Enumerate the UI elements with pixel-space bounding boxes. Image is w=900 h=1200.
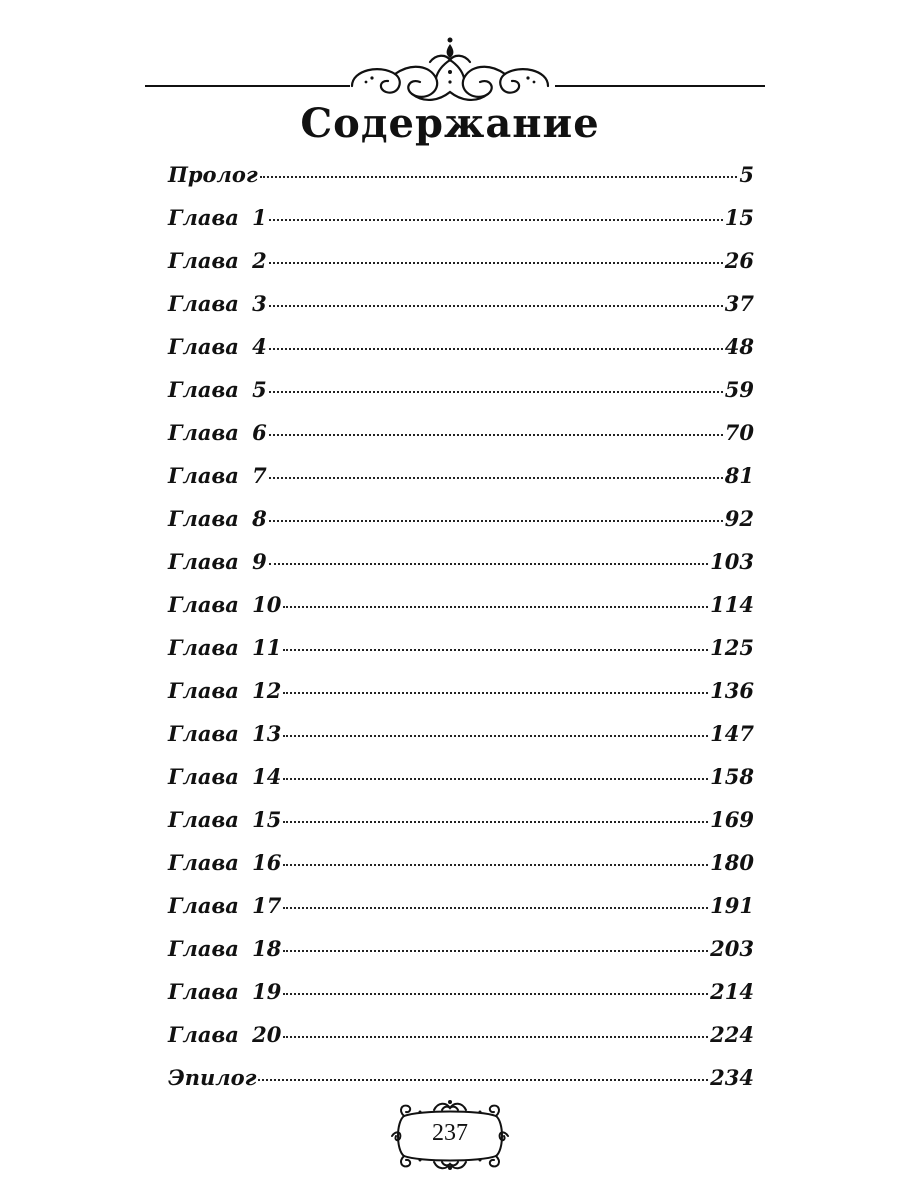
toc-entry[interactable] bbox=[168, 678, 754, 721]
toc-entry-page: 37 bbox=[724, 291, 754, 316]
toc-entry[interactable] bbox=[168, 549, 754, 592]
toc-leader-dots bbox=[269, 434, 723, 436]
toc-entry-label: Глава 11 bbox=[168, 635, 282, 660]
toc-entry-page: 136 bbox=[710, 678, 754, 703]
toc-entry[interactable] bbox=[168, 377, 754, 420]
toc-entry-label: Глава 10 bbox=[168, 592, 282, 617]
scroll-flourish-icon bbox=[0, 0, 900, 110]
toc-entry-page: 191 bbox=[710, 893, 754, 918]
toc-entry-label: Глава 4 bbox=[168, 334, 267, 359]
toc-entry-page: 114 bbox=[710, 592, 754, 617]
toc-entry-label: Глава 20 bbox=[168, 1022, 282, 1047]
toc-entry-page: 26 bbox=[724, 248, 754, 273]
page-title: Содержание bbox=[300, 100, 600, 147]
toc-entry[interactable] bbox=[168, 850, 754, 893]
toc-entry[interactable] bbox=[168, 420, 754, 463]
toc-entry-page: 70 bbox=[724, 420, 754, 445]
toc-leader-dots bbox=[283, 692, 708, 694]
toc-entry-page: 169 bbox=[710, 807, 754, 832]
toc-entry-page: 203 bbox=[710, 936, 754, 961]
toc-entry-page: 48 bbox=[724, 334, 754, 359]
toc-leader-dots bbox=[269, 348, 723, 350]
toc-entry-label: Глава 15 bbox=[168, 807, 282, 832]
toc-entry-label: Глава 9 bbox=[168, 549, 267, 574]
toc-leader-dots bbox=[283, 950, 708, 952]
toc-entry[interactable] bbox=[168, 205, 754, 248]
toc-entry[interactable] bbox=[168, 807, 754, 850]
toc-leader-dots bbox=[269, 563, 708, 565]
toc-entry[interactable] bbox=[168, 463, 754, 506]
toc-leader-dots bbox=[283, 778, 708, 780]
toc-entry[interactable] bbox=[168, 721, 754, 764]
toc-entry-label: Глава 19 bbox=[168, 979, 282, 1004]
toc-leader-dots bbox=[283, 907, 708, 909]
toc-entry-page: 92 bbox=[724, 506, 754, 531]
toc-entry[interactable] bbox=[168, 936, 754, 979]
toc-entry[interactable] bbox=[168, 162, 754, 205]
header-ornament bbox=[0, 0, 900, 160]
toc-entry-page: 5 bbox=[739, 162, 754, 187]
toc-entry-page: 81 bbox=[724, 463, 754, 488]
toc-entry-label: Эпилог bbox=[168, 1065, 257, 1090]
toc-entry-page: 147 bbox=[710, 721, 754, 746]
toc-leader-dots bbox=[283, 1036, 708, 1038]
toc-leader-dots bbox=[258, 1079, 708, 1081]
toc-leader-dots bbox=[269, 520, 723, 522]
toc-entry-label: Пролог bbox=[168, 162, 258, 187]
toc-entry[interactable] bbox=[168, 764, 754, 807]
toc-entry[interactable] bbox=[168, 635, 754, 678]
toc-leader-dots bbox=[269, 477, 723, 479]
toc-entry-page: 224 bbox=[710, 1022, 754, 1047]
toc-entry-label: Глава 8 bbox=[168, 506, 267, 531]
toc-entry-page: 125 bbox=[710, 635, 754, 660]
toc-entry[interactable] bbox=[168, 334, 754, 377]
toc-leader-dots bbox=[283, 735, 708, 737]
toc-entry-page: 103 bbox=[710, 549, 754, 574]
toc-entry[interactable] bbox=[168, 1022, 754, 1065]
toc-entry-page: 180 bbox=[710, 850, 754, 875]
toc-leader-dots bbox=[283, 606, 708, 608]
toc-entry-label: Глава 6 bbox=[168, 420, 267, 445]
toc-leader-dots bbox=[283, 864, 708, 866]
toc-entry-label: Глава 18 bbox=[168, 936, 282, 961]
toc-leader-dots bbox=[269, 305, 723, 307]
toc-entry-page: 59 bbox=[724, 377, 754, 402]
toc-leader-dots bbox=[260, 176, 738, 178]
toc-entry[interactable] bbox=[168, 248, 754, 291]
toc-entry[interactable] bbox=[168, 592, 754, 635]
toc-leader-dots bbox=[269, 219, 723, 221]
toc-entry-label: Глава 1 bbox=[168, 205, 267, 230]
toc-entry-label: Глава 14 bbox=[168, 764, 282, 789]
toc-entry[interactable] bbox=[168, 506, 754, 549]
toc-leader-dots bbox=[283, 649, 708, 651]
toc-entry[interactable] bbox=[168, 893, 754, 936]
table-of-contents bbox=[168, 162, 754, 1108]
page-number: 237 bbox=[432, 1120, 468, 1146]
toc-entry-label: Глава 17 bbox=[168, 893, 282, 918]
toc-entry-label: Глава 13 bbox=[168, 721, 282, 746]
toc-leader-dots bbox=[269, 391, 723, 393]
toc-leader-dots bbox=[269, 262, 723, 264]
toc-entry[interactable] bbox=[168, 291, 754, 334]
toc-entry-label: Глава 3 bbox=[168, 291, 267, 316]
toc-entry-label: Глава 7 bbox=[168, 463, 267, 488]
toc-entry-label: Глава 12 bbox=[168, 678, 282, 703]
toc-entry[interactable] bbox=[168, 979, 754, 1022]
toc-entry-page: 158 bbox=[710, 764, 754, 789]
toc-leader-dots bbox=[283, 821, 708, 823]
toc-entry-label: Глава 2 bbox=[168, 248, 267, 273]
toc-entry-page: 234 bbox=[710, 1065, 754, 1090]
toc-entry-page: 15 bbox=[724, 205, 754, 230]
toc-entry-label: Глава 16 bbox=[168, 850, 282, 875]
toc-leader-dots bbox=[283, 993, 708, 995]
toc-entry-page: 214 bbox=[710, 979, 754, 1004]
toc-entry-label: Глава 5 bbox=[168, 377, 267, 402]
